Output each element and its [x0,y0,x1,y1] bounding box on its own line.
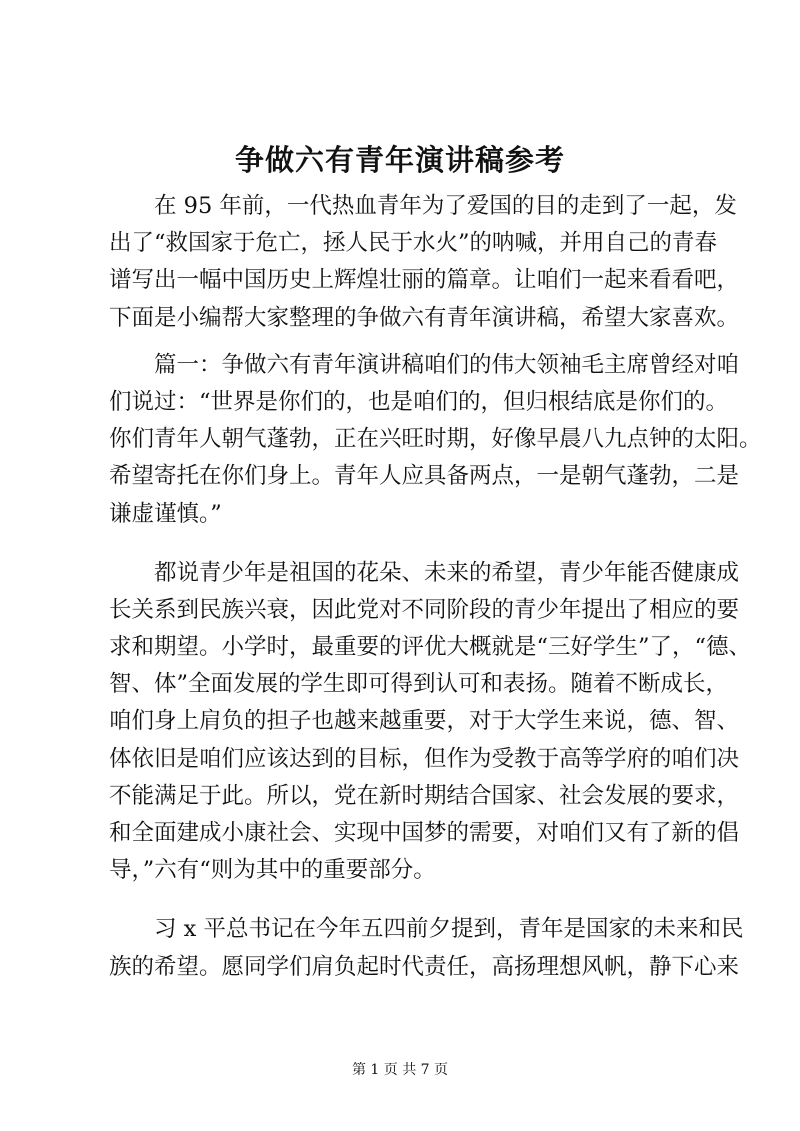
text-line: 咱们身上肩负的担子也越来越重要，对于大学生来说，德、智、 [109,708,740,735]
document-body [109,188,762,986]
text-line: 长关系到民族兴衰，因此党对不同阶段的青少年提出了相应的要 [109,596,740,623]
text-line: 谦虚谨慎。” [109,500,222,527]
text-line: 希望寄托在你们身上。青年人应具备两点，一是朝气蓬勃，二是 [109,463,740,490]
text-line: 求和期望。小学时，最重要的评优大概就是“三好学生”了，“德、 [109,634,752,661]
text-line: 导，”六有“则为其中的重要部分。 [109,857,436,884]
text-line: 出了“救国家于危亡，拯人民于水火”的呐喊，并用自己的青春 [109,230,718,257]
text-line: 你们青年人朝气蓬勃，正在兴旺时期，好像早晨八九点钟的太阳。 [109,426,762,453]
paragraph-3 [109,555,752,890]
text-line: 习 x 平总书记在今年五四前夕提到，青年是国家的未来和民 [154,916,744,943]
text-line: 族的希望。愿同学们肩负起时代责任，高扬理想风帆，静下心来 [109,953,740,980]
text-line: 谱写出一幅中国历史上辉煌壮丽的篇章。让咱们一起来看看吧， [109,267,740,294]
text-line: 下面是小编帮大家整理的争做六有青年演讲稿，希望大家喜欢。 [109,304,740,331]
paragraph-2 [109,347,762,533]
text-line: 篇一：争做六有青年演讲稿咱们的伟大领袖毛主席曾经对咱 [154,351,740,378]
document-title: 争做六有青年演讲稿参考 [234,143,565,177]
text-line: 不能满足于此。所以，党在新时期结合国家、社会发展的要求， [109,782,740,809]
text-line: 智、体”全面发展的学生即可得到认可和表扬。随着不断成长， [109,671,729,698]
text-line: 在 95 年前，一代热血青年为了爱国的目的走到了一起，发 [154,193,737,219]
text-line: 体依旧是咱们应该达到的目标，但作为受教于高等学府的咱们决 [109,745,740,772]
text-line: 们说过：“世界是你们的，也是咱们的，但归根结底是你们的。 [109,388,729,415]
page-footer: 第 1 页 共 7 页 [351,1062,449,1078]
text-line: 都说青少年是祖国的花朵、未来的希望，青少年能否健康成 [154,559,740,586]
paragraph-4 [109,911,744,985]
paragraph-1 [109,188,740,337]
text-line: 和全面建成小康社会、实现中国梦的需要，对咱们又有了新的倡 [109,820,740,846]
